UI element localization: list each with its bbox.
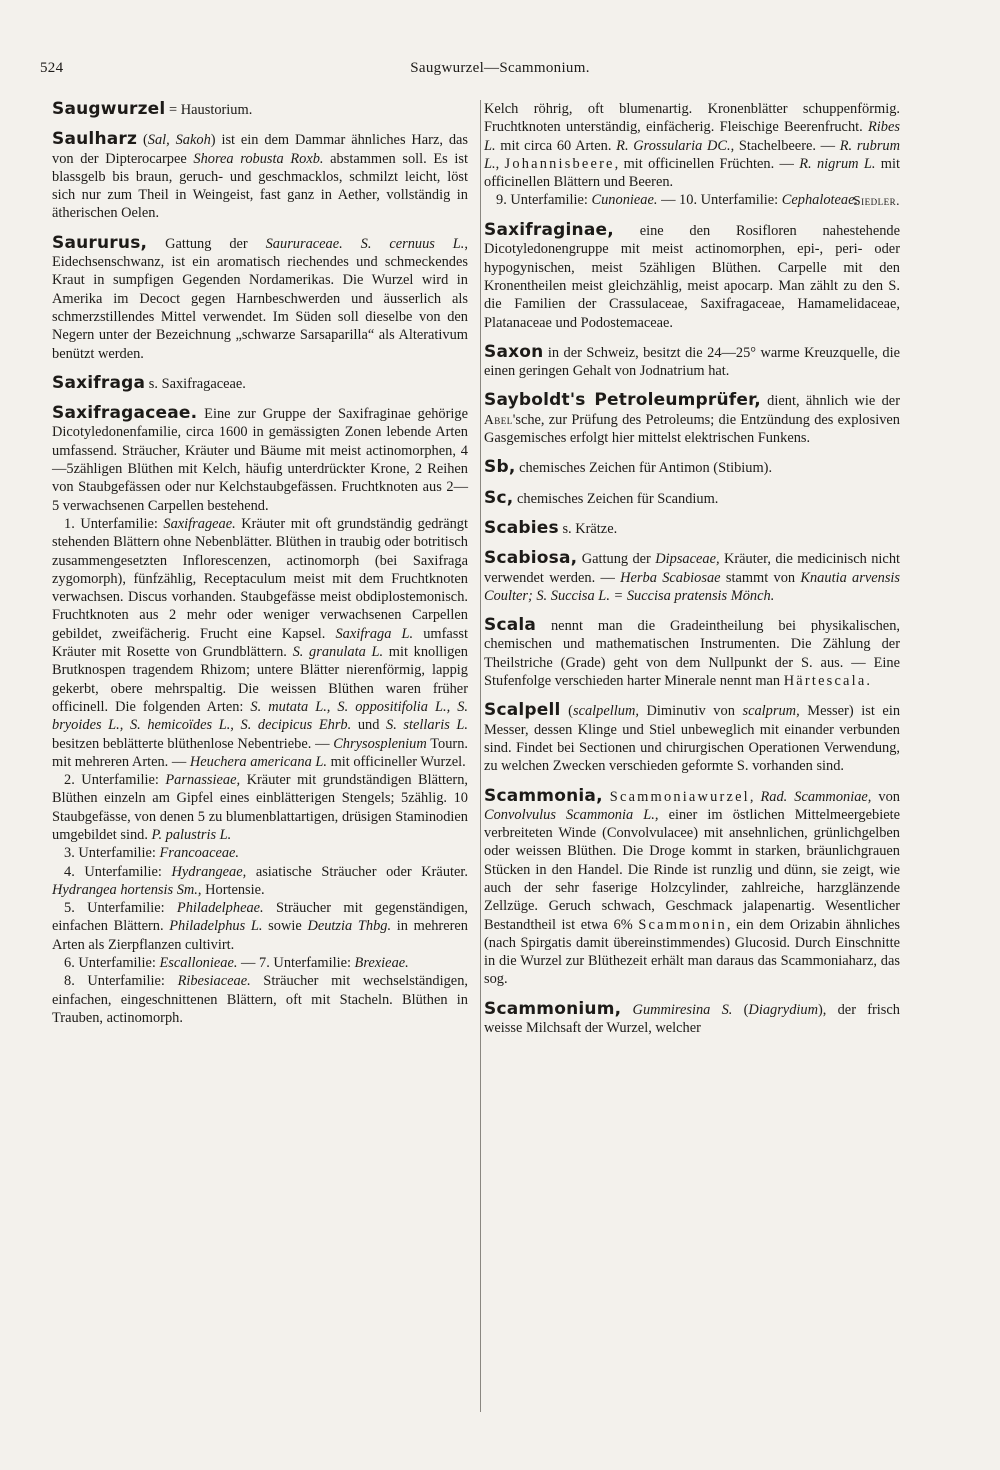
headword: Sayboldt's Petroleumprüfer,: [484, 390, 761, 411]
running-title: Saugwurzel—Scammonium.: [410, 60, 590, 76]
entry-saxifragaceae-continued: Kelch röhrig, oft blumenartig. Kronenblätter schuppenförmig. Fruchtknoten unterständig, einfächerig. Fleischige Beerenfrucht. Ribes L. mit circa 60 Arten. R. Grossularia DC., Stachelbeere. — R. rubrum L., Johannisbeere, mit officinellen Früchten. — R. nigrum L. mit officinellen Blättern und Beeren. 9. Unterfamilie: Cunonieae. — 10. Unterfamilie: Cephaloteae. Siedler.: [484, 101, 901, 209]
entry-text: in der Schweiz, besitzt die 24—25° warme Kreuzquelle, die einen geringen Gehalt von Jodnatrium hat.: [484, 344, 900, 380]
entry-italic: Shorea robusta Roxb.: [193, 150, 324, 167]
subfamily-1: 1. Unterfamilie: Saxifrageae. Kräuter mit oft grundständig gedrängt stehenden Blättern ohne Nebenblätter. Blüthen in traubig oder botritisch zusammengesetzten Inflorescenzen, actinomorph (bei Saxifraga zygomorph), fünfzählig, Receptaculum meist mit dem Fruchtknoten verwachsen. Discus vorhanden. Staubgefässe meist obdiplostemonisch. Fruchtknoten aus 2 mehr oder weniger verwachsenen Carpellen gebildet, zweifächerig. Frucht eine Kapsel. Saxifraga L. umfasst Kräuter mit Rosette von Grundblättern. S. granulata L. mit knolligen Brutknospen tragendem Rhizom; untere Blätter nierenförmig, lappig gekerbt, obere mehrspaltig. Die weissen Blüthen waren früher officinell. Die folgenden Arten: S. mutata L., S. oppositifolia L., S. bryoides L., S. hemicoïdes L., S. decipicus Ehrb. und S. stellaris L. besitzen beblätterte blüthenlose Nebentriebe. — Chrysosplenium Tourn. mit mehreren Arten. — Heuchera americana L. mit officineller Wurzel.: [52, 515, 469, 770]
subfamily-6-7: 6. Unterfamilie: Escallonieae. — 7. Unterfamilie: Brexieae.: [64, 955, 409, 972]
entry-text: chemisches Zeichen für Scandium.: [513, 490, 719, 507]
entry-smallcaps: Abel: [484, 411, 513, 427]
entry-text: dient, ähnlich wie der: [760, 393, 900, 410]
entry-scalpell: Scalpell (scalpellum, Diminutiv von scalprum, Messer) ist ein Messer, dessen Klinge und Stiel unbeweglich mit einander verbunden sind. Findet bei Sectionen und chirurgischen Operationen Verwendung, zu welchen Zwecken verschieden geformte S. vorhanden sind.: [484, 700, 901, 775]
entry-sc: [484, 489, 900, 508]
entry-text: Eine zur Gruppe der Saxifraginae gehörige Dicotyledonenfamilie, circa 1600 in gemässigten Zonen lebende Arten umfassend. Sträucher, Kräuter und Bäume mit meist actinomorphen, 4—5zähligen Blüthen mit Kelch, häufig unterdrückter Krone, 2 Reihen von Staubgefässen oder nur Kelchstaubgefässen. Fruchtknoten aus 2—5 verwachsenen Carpellen bestehend.: [52, 406, 468, 514]
subfamily-9-10: 9. Unterfamilie: Cunonieae. — 10. Unterfamilie: Cephaloteae.: [496, 192, 859, 209]
entry-scabiosa: Scabiosa, Gattung der Dipsaceae, Kräuter, die medicinisch nicht verwendet werden. — Herba Scabiosae stammt von Knautia arvensis Coulter; S. Succisa L. = Succisa pratensis Mönch.: [484, 548, 901, 604]
headword: Sc,: [484, 487, 514, 508]
entry-text: s. Krätze.: [558, 520, 618, 537]
entry-scammonium: Scammonium, Gummiresina S. (Diagrydium), der frisch weisse Milchsaft der Wurzel, welcher: [484, 998, 900, 1037]
headword: Saxifragaceae.: [52, 403, 198, 424]
subfamily-4: 4. Unterfamilie: Hydrangeae, asiatische Sträucher oder Kräuter. Hydrangea hortensis Sm., Hortensie.: [52, 863, 468, 898]
entry-scala: Scala nennt man die Gradeintheilung bei physikalischen, chemischen und mathematischen Instrumenten. Die Zählung der Theilstriche (Grade) geht von dem Nullpunkt der S. aus. — Eine Stufenfolge verschieden harter Minerale nennt man Härtescala.: [484, 615, 900, 690]
headword: Saxifraga: [52, 372, 146, 393]
headword: Scammonia,: [484, 785, 603, 806]
entry-saururus: [52, 234, 468, 363]
entry-sb: [484, 458, 900, 477]
headword: Scala: [484, 615, 537, 636]
entry-text: abstammen soll. Es ist blassgelb bis braun, geruch- und geschmacklos, schmilzt leicht, löst sich nur zum Theil in Weingeist, fast ganz in Aether, vollständig in ätherischen Oelen.: [52, 150, 469, 222]
entry-saxon: [484, 343, 900, 381]
left-column: [52, 100, 468, 1038]
entry-text: 'sche, zur Prüfung des Petroleums; die Entzündung des explosiven Gasgemisches erfolgt hier mittelst elektrischen Funkens.: [484, 411, 900, 447]
entry-text: ) ist ein dem Dammar ähnliches Harz, das von der Dipterocarpee: [52, 132, 469, 167]
entry-scammonia: Scammonia, Scammoniawurzel, Rad. Scammoniae, von Convolvulus Scammonia L., einer im östlichen Mittelmeergebiete verbreiteten Winde (Convolvulacee) mit ansehnlichen, grünlichgelben oder weissen Blüthen. Die Droge kommt in starken, bräunlichgrauen Stücken in den Handel. Die Rinde ist runzlig und dünn, sie zeigt, wie auch der sehr faserige Holzcylinder, zahlreiche, harzglänzende Zellzüge. Geruch schwach, Geschmack jalapenartig. Wesentlicher Bestandtheil ist etwa 6% Scammonin, ein dem Orizabin ähnliches (nach Spirgatis damit übereinstimmendes) Glucosid. Durch Einschnitte in die Wurzel zur Blüthezeit erhält man daraus das Scammoniaharz, das sog.: [484, 785, 900, 988]
subfamily-3: 3. Unterfamilie: Francoaceae.: [64, 845, 240, 862]
author-signature: Siedler.: [853, 192, 900, 208]
headword: Sb,: [484, 457, 516, 478]
headword: Saugwurzel: [52, 99, 166, 119]
subfamily-2: 2. Unterfamilie: Parnassieae, Kräuter mit grundständigen Blättern, Blüthen einzeln am Gipfel eines einblätterigen Stengels; 5zählig. 10 Staubgefässe, von denen 5 zu blumenblattartigen, drüsigen Staminodien umgebildet sind. P. palustris L.: [52, 772, 468, 843]
headword: Scabiosa,: [484, 548, 578, 569]
entry-saxifraginae: [484, 221, 900, 332]
headword: Saururus,: [52, 232, 148, 253]
entry-text: Gattung der: [147, 235, 266, 252]
page-number: 524: [40, 60, 64, 76]
subfamily-8: 8. Unterfamilie: Ribesiaceae. Sträucher mit wechselständigen, einfachen, eingeschnittenen Blättern, oft mit Stacheln. Blüthen in Trauben, actinomorph.: [52, 973, 468, 1026]
right-column: [480, 100, 900, 1412]
headword: Scabies: [484, 517, 559, 538]
entry-saulharz: [52, 130, 468, 222]
entry-italic: Sal, Sakoh: [147, 132, 211, 149]
entry-italic: Saururaceae. S. cernuus L.: [265, 235, 465, 252]
entry-scabies: [484, 519, 900, 538]
entry-saxifragaceae: [52, 404, 468, 1027]
headword: Scammonium,: [484, 998, 622, 1019]
entry-saxifraga: [52, 374, 468, 393]
headword: Scalpell: [484, 700, 561, 721]
entry-text: , Eidechsenschwanz, ist ein aromatisch riechendes und schmeckendes Kraut in sumpfigen Gegenden Nordamerikas. Die Wurzel wird in Amerika im Decoct gegen Harnbeschwerden und äusserlich als schmerzstillendes Mittel verwendet. Im Süden soll dieselbe von den Negern unter der Bezeichnung „schwarze Sarsaparilla“ als Alterativum benützt werden.: [52, 235, 468, 362]
entry-text: = Haustorium.: [165, 102, 253, 118]
entry-saugwurzel: [52, 100, 468, 119]
headword: Saxon: [484, 341, 544, 362]
entry-text: chemisches Zeichen für Antimon (Stibium).: [515, 460, 773, 477]
subfamily-5: 5. Unterfamilie: Philadelpheae. Sträucher mit gegenständigen, einfachen Blättern. Philadelphus L. sowie Deutzia Thbg. in mehreren Arten als Zierpflanzen cultivirt.: [52, 900, 468, 953]
entry-text: eine den Rosifloren nahestehende Dicotyledonengruppe mit meist actinomorphen, epi-, peri- oder hypogynischen, meist 5zähligen Blüthen. Carpelle mit den Kronentheilen meist gleichzählig, meist apocarp. Man zählt zu den S. die Familien der Crassulaceae, Saxifragaceae, Hamamelidaceae, Platanaceae und Podostemaceae.: [484, 223, 900, 331]
entry-text: s. Saxifragaceae.: [145, 375, 246, 392]
headword: Saxifraginae,: [484, 220, 614, 241]
entry-text: (: [137, 132, 148, 149]
entry-sayboldt: [484, 391, 900, 447]
headword: Saulharz: [52, 129, 138, 150]
